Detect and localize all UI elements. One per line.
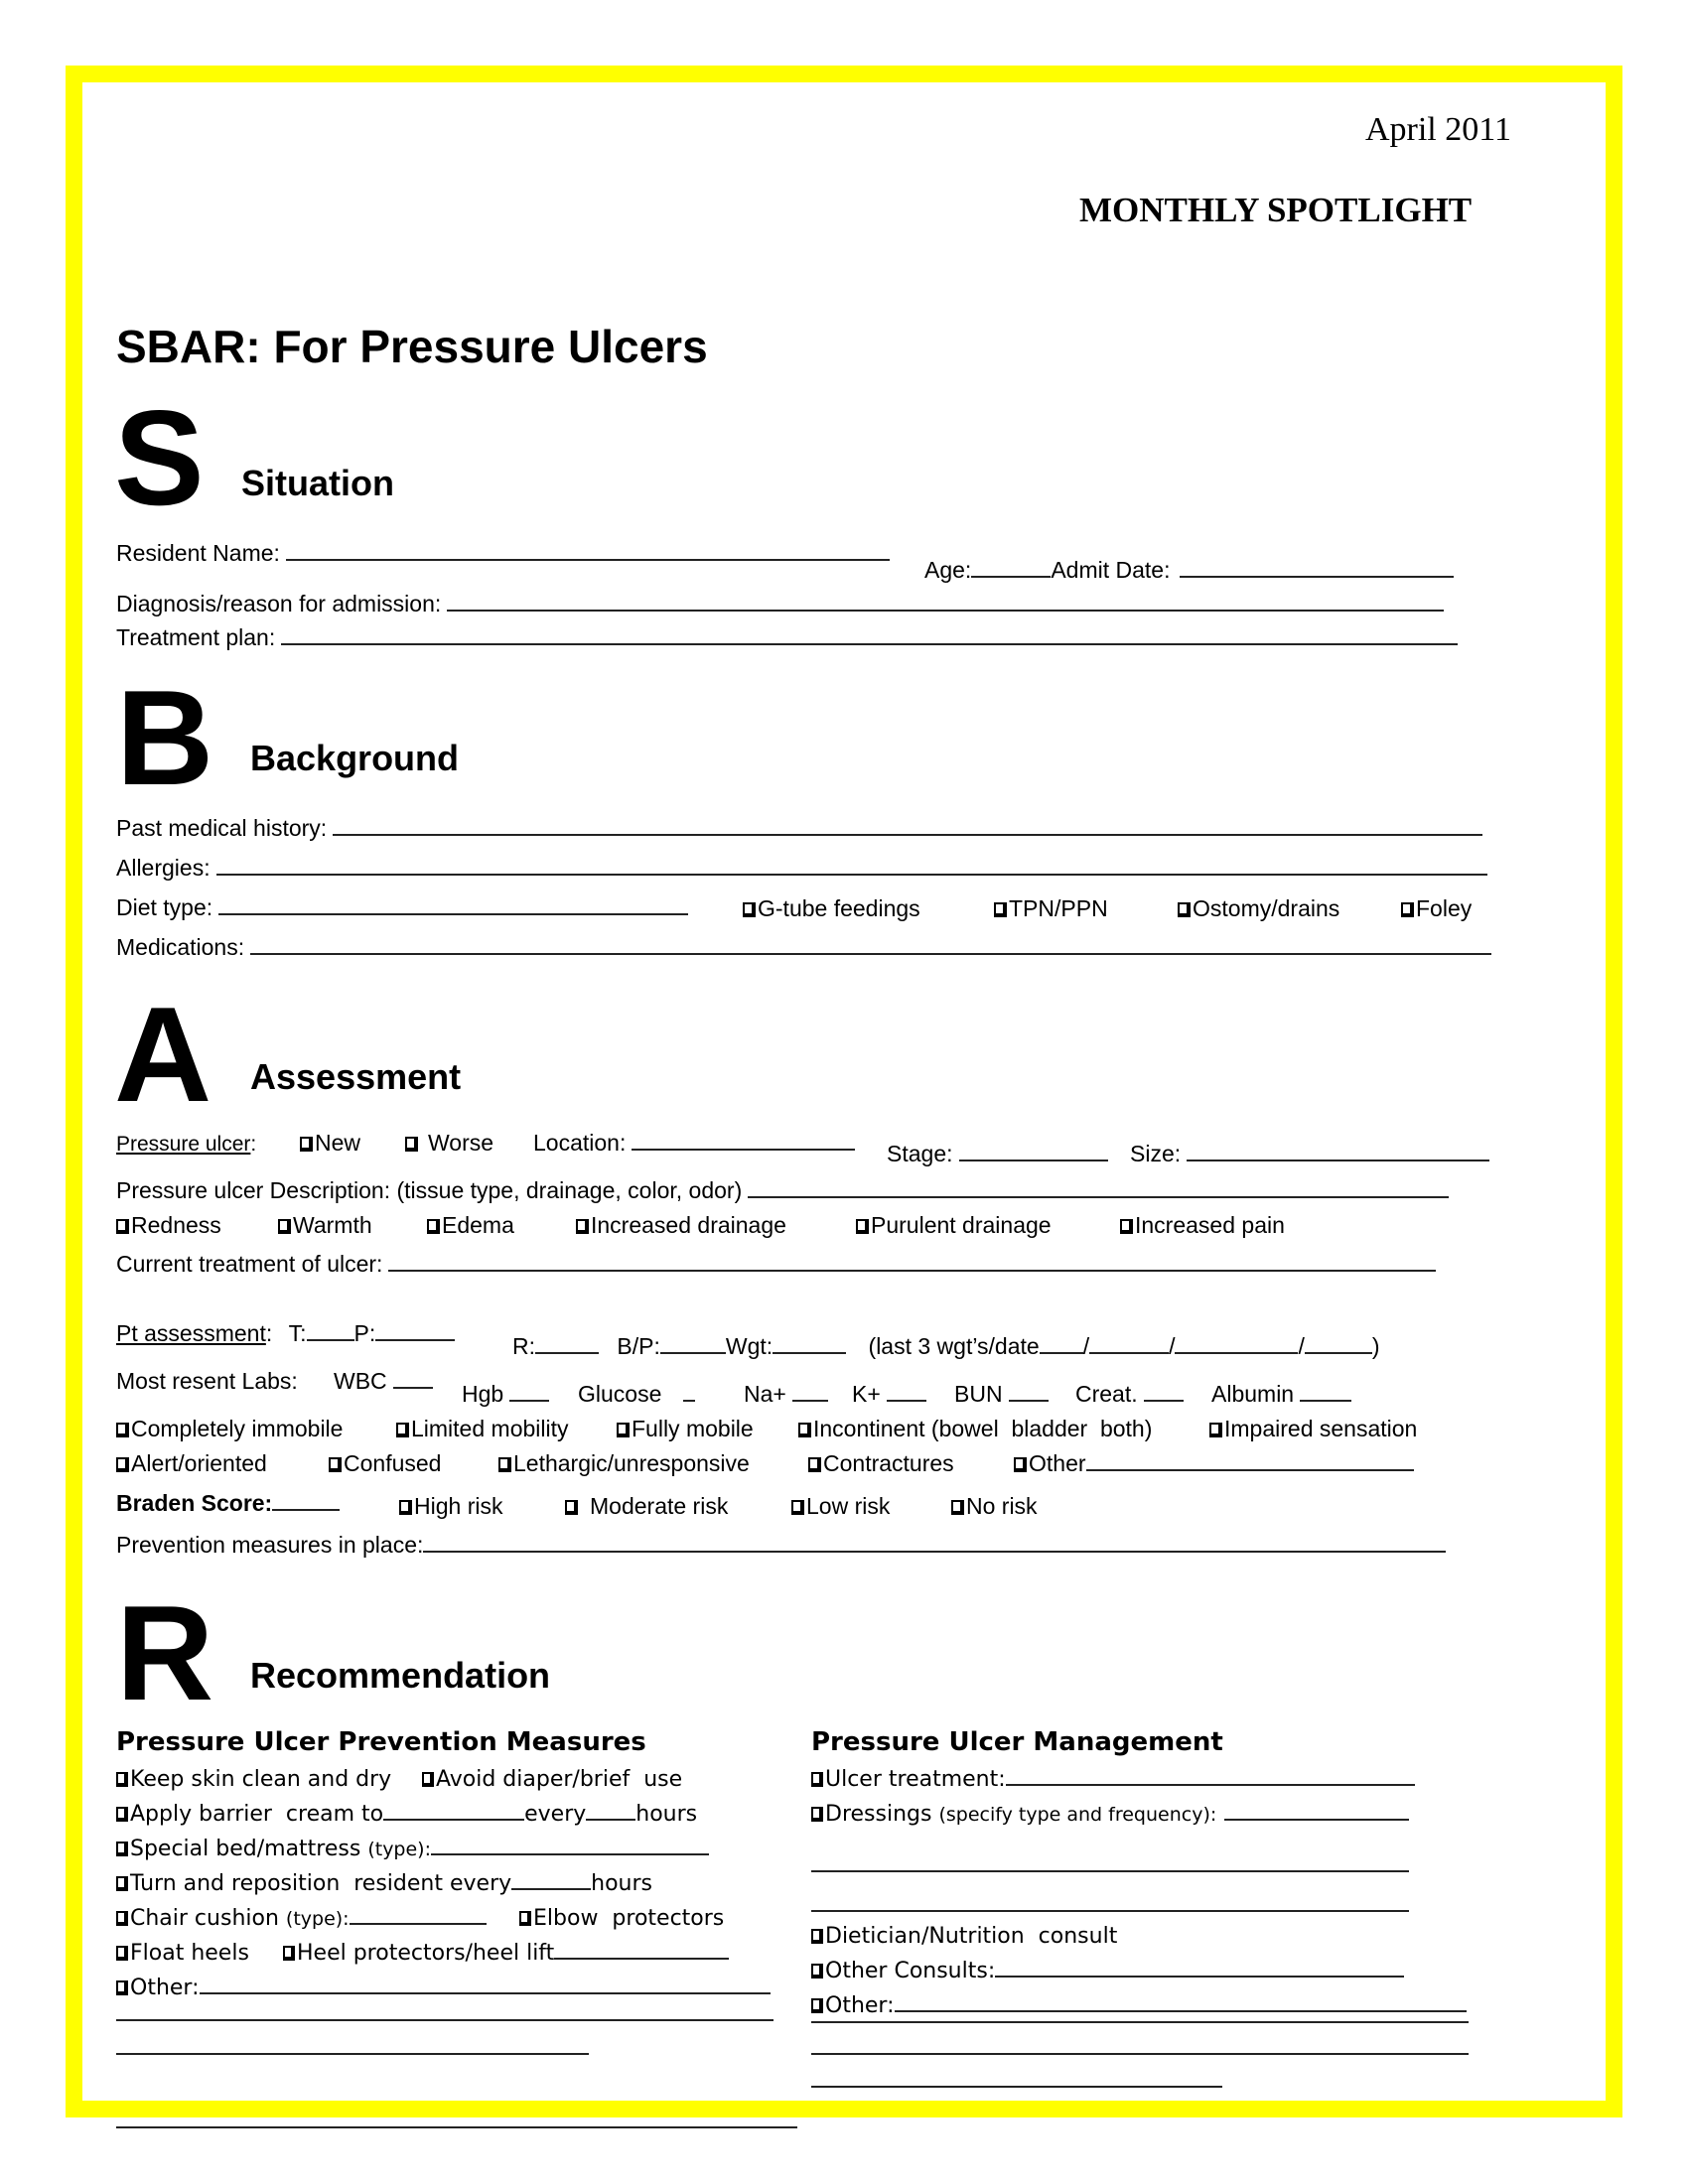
recommendation-heading: Recommendation	[250, 1655, 551, 1696]
stage-label: Stage:	[887, 1141, 953, 1166]
current-treatment-label: Current treatment of ulcer:	[116, 1251, 383, 1277]
checkbox-icon[interactable]	[519, 1911, 531, 1926]
braden-low-risk[interactable]: Low risk	[791, 1495, 890, 1518]
size-label: Size:	[1130, 1141, 1182, 1166]
other-condition-field[interactable]	[1086, 1469, 1414, 1471]
age-label: Age:	[924, 557, 972, 583]
assessment-heading: Assessment	[250, 1056, 462, 1097]
prev-float-heels[interactable]: Float heels	[116, 1941, 249, 1966]
mental-confused[interactable]: Confused	[329, 1452, 441, 1475]
heel-protectors-field[interactable]	[554, 1958, 729, 1960]
na-field[interactable]	[792, 1400, 828, 1402]
prevention-in-place-field[interactable]	[423, 1551, 1446, 1553]
ulcer-option-worse[interactable]: Worse	[405, 1132, 493, 1155]
checkbox-icon[interactable]	[1401, 902, 1414, 917]
checkbox-icon[interactable]	[856, 1219, 869, 1234]
lab-creat: Creat.	[1075, 1383, 1184, 1406]
lab-bun: BUN	[954, 1383, 1049, 1406]
ulcer-treatment-field[interactable]	[1006, 1784, 1415, 1786]
barrier-cream-hours-field[interactable]	[586, 1819, 635, 1821]
past-history-label: Past medical history:	[116, 815, 328, 841]
checkbox-icon[interactable]	[427, 1219, 440, 1234]
prev-heel-protectors[interactable]: Heel protectors/heel lift	[283, 1941, 729, 1966]
checkbox-icon[interactable]	[300, 1137, 313, 1152]
mgmt-ulcer-treatment[interactable]: Ulcer treatment:	[811, 1767, 1415, 1792]
section-letter-b: B	[116, 662, 214, 813]
checkbox-icon[interactable]	[1209, 1423, 1222, 1437]
checkbox-icon[interactable]	[283, 1946, 295, 1961]
past-history-row	[116, 817, 1482, 840]
stage-field[interactable]	[959, 1160, 1108, 1161]
lab-k: K+	[852, 1383, 926, 1406]
checkbox-icon[interactable]	[811, 1929, 823, 1944]
diagnosis-row	[116, 593, 1444, 615]
checkbox-icon[interactable]	[811, 1807, 823, 1822]
resident-name-label: Resident Name:	[116, 540, 280, 566]
age-admit-row	[924, 559, 1454, 582]
checkbox-icon[interactable]	[1120, 1219, 1133, 1234]
management-other-line-3[interactable]	[811, 2053, 1469, 2055]
chair-cushion-type-field[interactable]	[350, 1923, 487, 1925]
k-field[interactable]	[887, 1400, 926, 1402]
impaired-sensation-option[interactable]: Impaired sensation	[1209, 1418, 1417, 1440]
albumin-field[interactable]	[1300, 1400, 1351, 1402]
size-row	[1130, 1143, 1489, 1165]
section-letter-r: R	[116, 1577, 214, 1728]
age-field[interactable]	[971, 576, 1051, 578]
wbc-field[interactable]	[393, 1387, 433, 1389]
diet-option-foley[interactable]: Foley	[1401, 897, 1472, 920]
prev-avoid-diaper[interactable]: Avoid diaper/brief use	[422, 1767, 682, 1792]
checkbox-icon[interactable]	[808, 1457, 821, 1472]
monthly-spotlight-heading: MONTHLY SPOTLIGHT	[1079, 191, 1473, 229]
braden-high-risk[interactable]: High risk	[399, 1495, 502, 1518]
weight-date-3-field[interactable]	[1175, 1352, 1298, 1354]
checkbox-icon[interactable]	[116, 1876, 128, 1891]
checkbox-icon[interactable]	[994, 902, 1007, 917]
prev-barrier-cream[interactable]: Apply barrier cream to every hours	[116, 1802, 697, 1827]
checkbox-icon[interactable]	[617, 1423, 630, 1437]
checkbox-icon[interactable]	[743, 902, 756, 917]
management-other-line-2[interactable]	[811, 2021, 1469, 2023]
management-other-field[interactable]	[895, 2010, 1467, 2012]
lab-albumin: Albumin	[1211, 1383, 1351, 1406]
checkbox-icon[interactable]	[811, 1998, 823, 2013]
desc-option-increased-pain[interactable]: Increased pain	[1120, 1214, 1285, 1237]
treatment-plan-field[interactable]	[281, 643, 1458, 645]
medications-field[interactable]	[250, 953, 1491, 955]
prev-other[interactable]: Other:	[116, 1976, 771, 2000]
incontinent-option[interactable]: Incontinent (bowel bladder both)	[798, 1418, 1152, 1440]
prevention-other-line-3[interactable]	[116, 2053, 589, 2055]
mgmt-dressings[interactable]: Dressings (specify type and frequency):	[811, 1802, 1409, 1827]
admit-date-label: Admit Date:	[1051, 557, 1171, 583]
treatment-plan-label: Treatment plan:	[116, 624, 276, 650]
dressings-line-3[interactable]	[811, 1910, 1409, 1912]
prev-elbow-protectors[interactable]: Elbow protectors	[519, 1906, 724, 1931]
mgmt-other[interactable]: Other:	[811, 1993, 1467, 2018]
situation-heading: Situation	[241, 463, 394, 503]
resident-name-field[interactable]	[286, 559, 890, 561]
checkbox-icon[interactable]	[329, 1457, 342, 1472]
mobility-completely-immobile[interactable]: Completely immobile	[116, 1418, 343, 1440]
blood-pressure-field[interactable]	[660, 1352, 726, 1354]
allergies-label: Allergies:	[116, 855, 211, 881]
mgmt-dietician-consult[interactable]: Dietician/Nutrition consult	[811, 1924, 1117, 1949]
weight-date-1-field[interactable]	[1040, 1352, 1083, 1354]
weight-date-2-field[interactable]	[1089, 1352, 1169, 1354]
desc-option-increased-drainage[interactable]: Increased drainage	[576, 1214, 786, 1237]
pt-assessment-row-b: R: B/P: Wgt: (last 3 wgt’s/date / / / )	[512, 1333, 1380, 1359]
mobility-fully-mobile[interactable]: Fully mobile	[617, 1418, 754, 1440]
prevention-in-place-label: Prevention measures in place:	[116, 1532, 424, 1558]
checkbox-icon[interactable]	[396, 1423, 409, 1437]
checkbox-icon[interactable]	[811, 1964, 823, 1979]
management-heading: Pressure Ulcer Management	[811, 1727, 1223, 1757]
diet-option-tpn[interactable]: TPN/PPN	[994, 897, 1108, 920]
pt-assessment-row-a: Pt assessment: T: P:	[116, 1322, 455, 1345]
bun-field[interactable]	[1009, 1400, 1049, 1402]
checkbox-icon[interactable]	[116, 1946, 128, 1961]
checkbox-icon[interactable]	[1014, 1457, 1027, 1472]
checkbox-icon[interactable]	[498, 1457, 511, 1472]
braden-moderate-risk[interactable]: Moderate risk	[565, 1495, 728, 1518]
management-other-line-4[interactable]	[811, 2086, 1222, 2088]
checkbox-icon[interactable]	[576, 1219, 589, 1234]
checkbox-icon[interactable]	[116, 1772, 128, 1787]
checkbox-icon[interactable]	[116, 1807, 128, 1822]
background-heading: Background	[250, 738, 460, 778]
hgb-field[interactable]	[509, 1400, 549, 1402]
size-field[interactable]	[1187, 1160, 1489, 1161]
barrier-cream-area-field[interactable]	[383, 1819, 524, 1821]
checkbox-icon[interactable]	[951, 1500, 964, 1515]
location-row	[533, 1132, 855, 1155]
checkbox-icon[interactable]	[116, 1842, 128, 1856]
checkbox-icon[interactable]	[116, 1980, 128, 1995]
mobility-limited[interactable]: Limited mobility	[396, 1418, 569, 1440]
admit-date-field[interactable]	[1180, 576, 1454, 578]
checkbox-icon[interactable]	[116, 1457, 129, 1472]
prevention-measures-heading: Pressure Ulcer Prevention Measures	[116, 1727, 646, 1757]
allergies-row	[116, 857, 1487, 880]
braden-score-row	[116, 1492, 340, 1515]
prev-chair-cushion[interactable]: Chair cushion (type):	[116, 1906, 487, 1931]
respiration-field[interactable]	[535, 1352, 599, 1354]
checkbox-icon[interactable]	[811, 1772, 823, 1787]
lab-wbc: WBC	[334, 1370, 433, 1393]
current-treatment-row	[116, 1253, 1436, 1276]
mental-lethargic[interactable]: Lethargic/unresponsive	[498, 1452, 750, 1475]
diet-option-ostomy[interactable]: Ostomy/drains	[1178, 897, 1339, 920]
page-title: SBAR: For Pressure Ulcers	[116, 321, 708, 372]
desc-option-purulent-drainage[interactable]: Purulent drainage	[856, 1214, 1052, 1237]
pressure-ulcer-label: Pressure ulcer	[116, 1133, 251, 1156]
pressure-ulcer-label-wrap: Pressure ulcer:	[116, 1133, 257, 1156]
checkbox-icon[interactable]	[1178, 902, 1191, 917]
mental-alert-oriented[interactable]: Alert/oriented	[116, 1452, 267, 1475]
diet-option-gtube[interactable]: G-tube feedings	[743, 897, 920, 920]
allergies-field[interactable]	[216, 874, 1487, 876]
braden-score-field[interactable]	[272, 1509, 340, 1511]
desc-option-redness[interactable]: Redness	[116, 1214, 221, 1237]
mgmt-other-consults[interactable]: Other Consults:	[811, 1959, 1404, 1983]
diet-type-row	[116, 896, 688, 919]
diet-type-field[interactable]	[218, 913, 688, 915]
medications-label: Medications:	[116, 934, 245, 960]
location-field[interactable]	[632, 1149, 855, 1151]
resident-name-row	[116, 542, 890, 565]
turn-hours-field[interactable]	[511, 1888, 591, 1890]
dressings-field[interactable]	[1224, 1819, 1409, 1821]
description-field[interactable]	[748, 1196, 1449, 1198]
description-label: Pressure ulcer Description: (tissue type, drainage, color, odor)	[116, 1177, 743, 1203]
weight-date-4-field[interactable]	[1305, 1352, 1372, 1354]
contractures-option[interactable]: Contractures	[808, 1452, 954, 1475]
checkbox-icon[interactable]	[405, 1137, 418, 1152]
description-row	[116, 1179, 1449, 1202]
section-letter-s: S	[114, 382, 205, 533]
checkbox-icon[interactable]	[798, 1423, 811, 1437]
dressings-line-2[interactable]	[811, 1870, 1409, 1872]
prevention-other-line-4[interactable]	[116, 2126, 797, 2128]
pt-assessment-label: Pt assessment	[116, 1320, 266, 1346]
checkbox-icon[interactable]	[116, 1911, 128, 1926]
labs-label: Most resent Labs:	[116, 1368, 298, 1394]
diagnosis-label: Diagnosis/reason for admission:	[116, 591, 442, 616]
prevention-in-place-row	[116, 1534, 1446, 1557]
special-bed-type-field[interactable]	[431, 1853, 709, 1855]
medications-row	[116, 936, 1491, 959]
other-condition-option[interactable]: Other	[1014, 1452, 1414, 1475]
creat-field[interactable]	[1144, 1400, 1184, 1402]
weight-field[interactable]	[773, 1352, 846, 1354]
lab-na: Na+	[744, 1383, 828, 1406]
checkbox-icon[interactable]	[422, 1772, 434, 1787]
prevention-other-field[interactable]	[200, 1992, 771, 1994]
checkbox-icon[interactable]	[116, 1423, 129, 1437]
section-letter-a: A	[114, 979, 212, 1130]
stage-row	[887, 1143, 1108, 1165]
pulse-field[interactable]	[375, 1339, 455, 1341]
other-consults-field[interactable]	[995, 1976, 1404, 1978]
desc-option-warmth[interactable]: Warmth	[278, 1214, 372, 1237]
braden-no-risk[interactable]: No risk	[951, 1495, 1038, 1518]
lab-glucose: Glucose	[578, 1383, 695, 1406]
diagnosis-field[interactable]	[447, 610, 1444, 612]
prevention-other-line-2[interactable]	[116, 2019, 774, 2021]
glucose-field[interactable]	[683, 1400, 695, 1402]
prev-turn-reposition[interactable]: Turn and reposition resident every hours	[116, 1871, 652, 1896]
temperature-field[interactable]	[307, 1339, 354, 1341]
prev-special-bed[interactable]: Special bed/mattress (type):	[116, 1837, 709, 1861]
treatment-plan-row	[116, 626, 1458, 649]
checkbox-icon[interactable]	[791, 1500, 804, 1515]
location-label: Location:	[533, 1130, 627, 1156]
lab-hgb: Hgb	[462, 1383, 549, 1406]
braden-score-label: Braden Score:	[116, 1490, 273, 1516]
current-treatment-field[interactable]	[388, 1270, 1436, 1272]
checkbox-icon[interactable]	[565, 1500, 578, 1515]
past-history-field[interactable]	[333, 834, 1482, 836]
checkbox-icon[interactable]	[399, 1500, 412, 1515]
prev-keep-skin[interactable]: Keep skin clean and dry	[116, 1767, 391, 1792]
checkbox-icon[interactable]	[278, 1219, 291, 1234]
desc-option-edema[interactable]: Edema	[427, 1214, 514, 1237]
diet-type-label: Diet type:	[116, 894, 213, 920]
checkbox-icon[interactable]	[116, 1219, 129, 1234]
ulcer-option-new[interactable]: New	[300, 1132, 360, 1155]
issue-date: April 2011	[1364, 111, 1511, 148]
